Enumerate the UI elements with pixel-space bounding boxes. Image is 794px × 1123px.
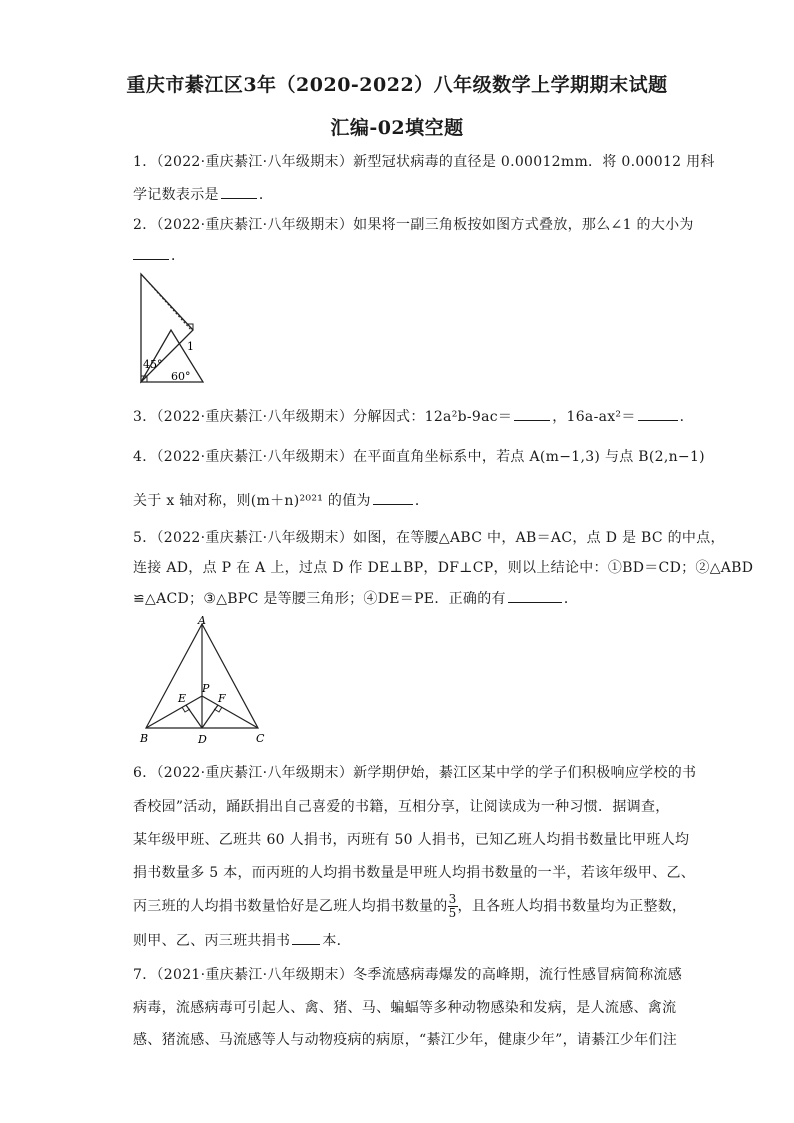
q6-fraction [448,893,458,920]
q5-label-E: E [178,692,187,705]
q2-line2-end: ． [171,248,186,264]
q6-line5-text: 丙三班的人均捐书数量恰好是乙班人均捐书数量的 [133,898,448,915]
q6-line6-text: 则甲、乙、丙三班共捐书 [133,933,291,949]
q6-line2: 香校园”活动，踊跃捐出自己喜爱的书籍，互相分享，让阅读成为一种习惯．据调查， [133,799,670,815]
q1-line2-end: ． [258,187,274,203]
q2-label-60: 60° [171,370,191,383]
q5-line2: 连接 AD，点 P 在 A 上，过点 D 作 DE⊥BP，DF⊥CP，则以上结论中：①BD＝CD；②△ABD [133,560,754,576]
q6-fraction-denominator: 5 [448,906,457,920]
q6-line5 [133,893,686,920]
q2-label-45: 45° [143,358,163,371]
q5-label-A: A [198,616,206,627]
q6-fraction-numerator: 3 [448,892,457,906]
q2-triangle-figure [135,268,210,388]
q3-text-pre: 3．（2022·重庆綦江·八年级期末）分解因式：12a²b-9ac＝ [133,409,513,425]
q3-answer-blank-2 [638,408,678,421]
q7-line2: 病毒，流感病毒可引起人、禽、猪、马、蝙蝠等多种动物感染和发病，是人流感、禽流 [133,1000,677,1016]
document-title-line2: 汇编-02填空题 [330,117,464,139]
q1-answer-blank [221,186,257,199]
q6-line6-end: 本． [322,933,351,949]
q5-label-B: B [140,732,149,745]
q5-line3 [133,588,578,608]
q4-line2 [133,490,429,510]
q6-line3: 某年级甲班、乙班共 60 人捐书，丙班有 50 人捐书，已知乙班人均捐书数量比甲班人均 [133,832,690,848]
q3-line [133,406,694,426]
q4-answer-blank [373,492,413,505]
q5-line3-end: ． [563,591,579,607]
q5-label-D: D [198,733,207,746]
q5-label-P: P [202,682,210,695]
q5-label-C: C [256,732,265,745]
q4-line2-text: 关于 x 轴对称，则(m＋n)²⁰²¹ 的值为 [133,493,371,509]
document-title-line1: 重庆市綦江区3年（2020-2022）八年级数学上学期期末试题 [126,74,668,96]
q6-answer-blank [292,932,320,945]
q4-line1: 4．（2022·重庆綦江·八年级期末）在平面直角坐标系中，若点 A(m−1,3) 与点 B(2,n−1) [133,449,705,465]
q3-text-post: ． [679,409,694,425]
q4-line2-end: ． [414,493,430,509]
q5-isosceles-figure [138,616,268,748]
q5-label-F: F [218,692,226,705]
q2-line1: 2．（2022·重庆綦江·八年级期末）如果将一副三角板按如图方式叠放，那么∠1 的大小为 [133,217,694,233]
q2-line2 [133,245,185,265]
q6-line4: 捐书数量多 5 本，而丙班的人均捐书数量是甲班人均捐书数量的一半，若该年级甲、乙、 [133,865,696,881]
q5-line1: 5．（2022·重庆綦江·八年级期末）如图，在等腰△ABC 中，AB＝AC，点 D 是 BC 的中点， [133,530,725,546]
q1-line2-text: 学记数表示是 [133,187,219,203]
q2-label-angle1: 1 [187,340,194,353]
q3-answer-blank-1 [514,408,550,421]
q2-answer-blank [133,247,169,260]
q6-line5-end: ，且各班人均捐书数量均为正整数， [457,898,687,915]
q6-line1: 6．（2022·重庆綦江·八年级期末）新学期伊始，綦江区某中学的学子们积极响应学校的书 [133,765,697,781]
q6-line6 [133,930,351,950]
q5-line3-text: ≌△ACD；③△BPC 是等腰三角形；④DE＝PE．正确的有 [133,591,506,607]
q7-line3: 感、猪流感、马流感等人与动物疫病的病原，“綦江少年，健康少年”，请綦江少年们注 [133,1032,678,1048]
q3-text-mid: ，16a-ax²＝ [552,409,636,425]
q1-line1: 1．（2022·重庆綦江·八年级期末）新型冠状病毒的直径是 0.00012mm．将 0.00012 用科 [133,154,715,170]
q1-line2 [133,184,273,204]
q7-line1: 7．（2021·重庆綦江·八年级期末）冬季流感病毒爆发的高峰期，流行性感冒病简称流感 [133,967,683,983]
q5-answer-blank [508,590,562,603]
